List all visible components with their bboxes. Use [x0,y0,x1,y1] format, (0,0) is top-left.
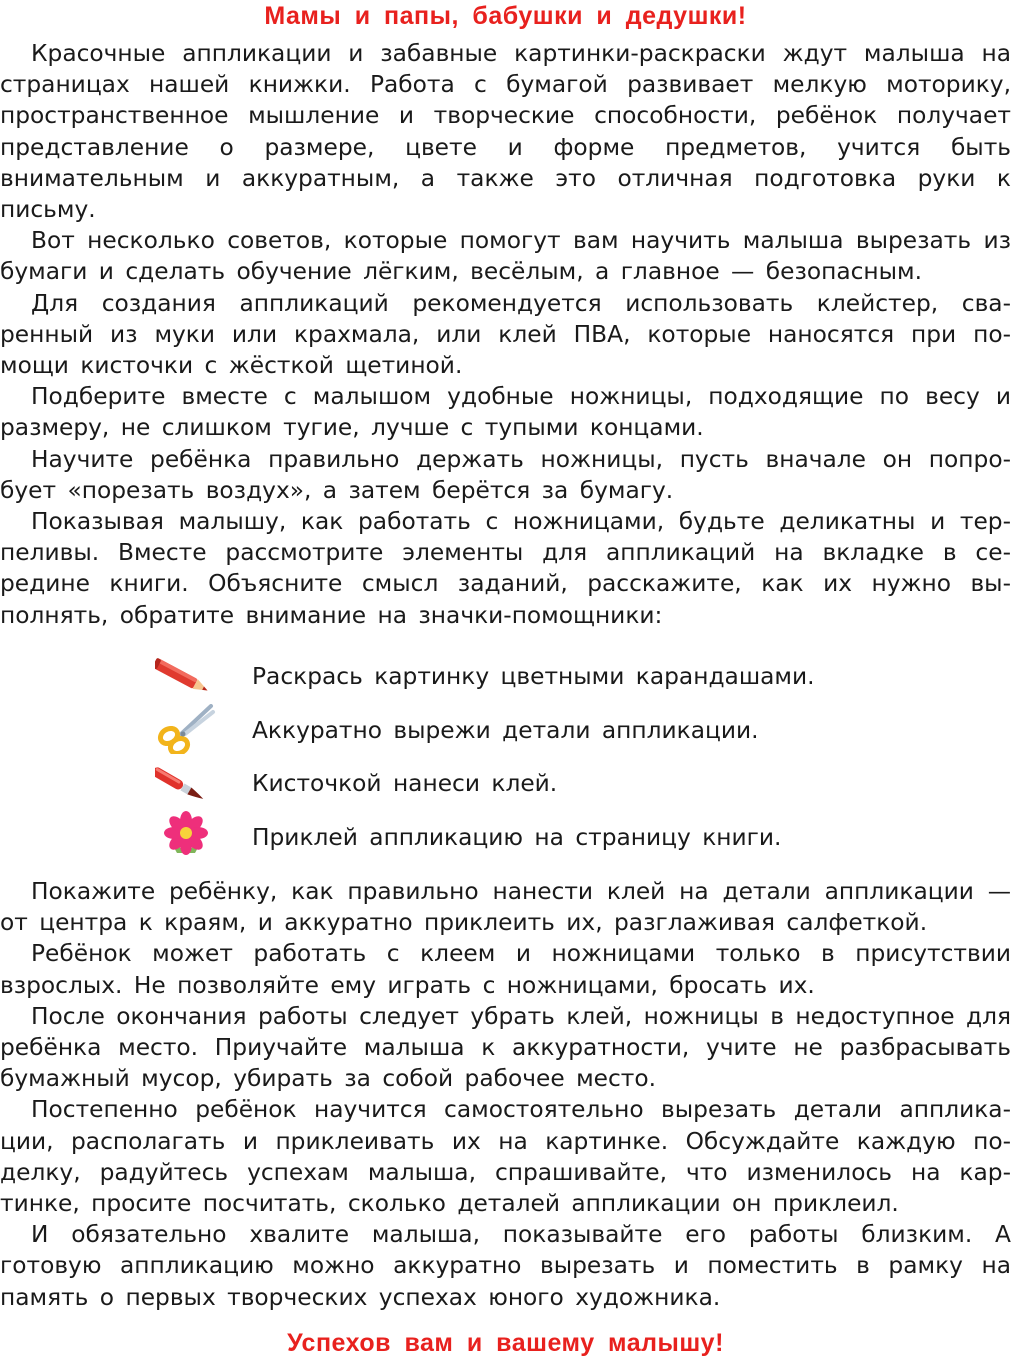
brush-icon [155,757,217,807]
helper-label: Приклей аппликацию на страницу книги. [252,823,782,851]
helper-item-flower [155,811,915,865]
paragraph: Подберите вместе с малышом удобные ножницы, подходящие по весу и размеру, не слишком тугие, лучше с тупыми концами. [0,383,1011,442]
helper-label: Аккуратно вырежи детали аппликации. [252,716,759,744]
closing-title: Успехов вам и вашему малышу! [287,1329,724,1357]
pencil-icon [155,650,217,700]
paragraph: И обязательно хвалите малыша, показывайте его работы близким. А готовую аппликацию можно аккуратно вырезать и поместить в рамку на память о первых творческих успехах юного художника. [0,1221,1011,1311]
intro-text [0,38,1011,631]
helper-label: Раскрась картинку цветными карандашами. [252,663,815,690]
helper-item-pencil [155,650,915,704]
helper-item-scissors [155,704,915,758]
paragraph: Красочные аппликации и забавные картинки-раскраски ждут малыша на страницах нашей книжки. Работа с бумагой развивает мелкую моторику, пространственное мышление и творческие способности, ребёнок получает представление о размере, цвете и форме предметов, учится быть внимательным и аккуратным, а также это отличная подготовка руки к письму. [0,40,1011,224]
paragraph: Для создания аппликаций рекомендуется использовать клейстер, сваренный из муки или крахмала, или клей ПВА, которые наносятся при помощи кисточки с жёсткой щетиной. [0,289,1011,380]
page-title: Мамы и папы, бабушки и дедушки! [264,2,747,30]
paragraph: После окончания работы следует убрать клей, ножницы в недоступное для ребёнка место. Приучайте малыша к аккуратности, учите не разбрасывать бумажный мусор, убирать за собой рабочее место. [0,1002,1011,1093]
helper-item-brush [155,757,915,811]
outro-text [0,876,1011,1313]
helper-label: Кисточкой нанеси клей. [252,770,558,797]
helper-icons-list [155,650,915,864]
paragraph: Вот несколько советов, которые помогут вам научить малыша вырезать из бумаги и сделать обучение лёгким, весёлым, а главное — безопасным. [0,227,1011,286]
scissors-icon [155,704,217,754]
paragraph: Научите ребёнка правильно держать ножницы, пусть вначале он попробует «порезать воздух», а затем берётся за бумагу. [0,445,1011,504]
paragraph: Постепенно ребёнок научится самостоятельно вырезать детали аппликации, располагать и приклеивать их на картинке. Обсуждайте каждую поделку, радуйтесь успехам малыша, спрашивайте, что изменилось на картинке, просите посчитать, сколько деталей аппликации он приклеил. [0,1096,1011,1218]
paragraph: Ребёнок может работать с клеем и ножницами только в присутствии взрослых. Не позволяйте ему играть с ножницами, бросать их. [0,940,1011,999]
paragraph: Покажите ребёнку, как правильно нанести клей на детали аппликации — от центра к краям, и аккуратно приклеить их, разглаживая салфеткой. [0,878,1011,937]
paragraph: Показывая малышу, как работать с ножницами, будьте деликатны и терпеливы. Вместе рассмотрите элементы для аппликаций на вкладке в середине книги. Объясните смысл заданий, расскажите, как их нужно выполнять, обратите внимание на значки-помощники: [0,508,1011,629]
flower-icon [155,811,217,861]
